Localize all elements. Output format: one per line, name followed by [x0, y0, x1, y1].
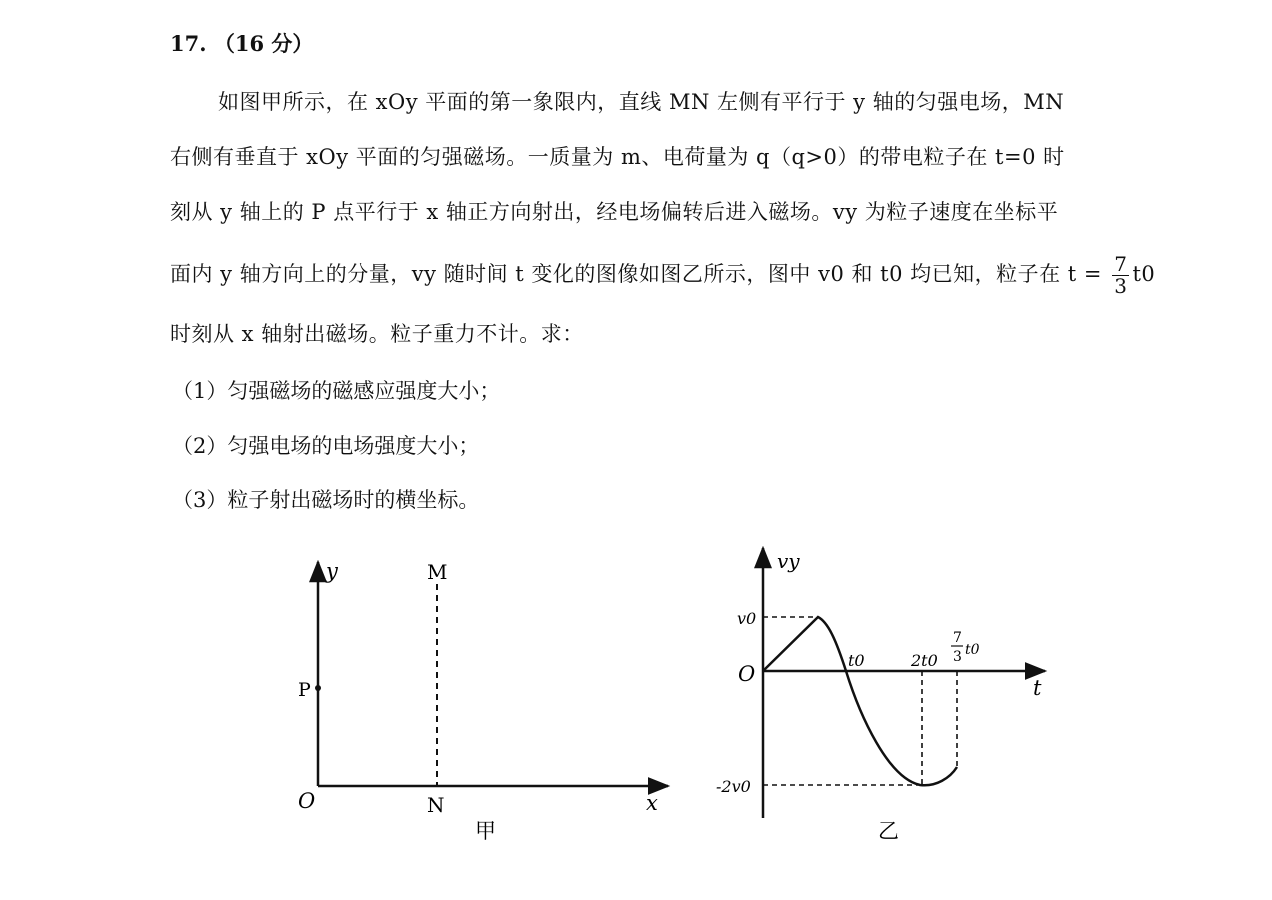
subquestion-2: （2）匀强电场的电场强度大小； — [172, 434, 480, 458]
question-line-4 — [170, 254, 1155, 297]
time-fraction-denominator: 3 — [1114, 274, 1128, 298]
v0-label: v0 — [737, 609, 757, 628]
question-line-4-text: 面内 y 轴方向上的分量，vy 随时间 t 变化的图像如图乙所示，图中 v0 和 t0 均已知，粒子在 t = — [170, 262, 1103, 286]
two-t0-label: 2t0 — [911, 651, 938, 670]
seven-thirds-tail: t0 — [965, 642, 980, 658]
neg2v0-label: -2v0 — [716, 777, 751, 796]
jia-caption: 甲 — [475, 819, 496, 843]
jia-y-label: y — [326, 559, 338, 583]
point-p-label: P — [298, 679, 311, 701]
yi-y-label: vy — [777, 549, 800, 573]
question-line-2: 右侧有垂直于 xOy 平面的匀强磁场。一质量为 m、电荷量为 q（q>0）的带电粒子在 t=0 时 — [170, 145, 1065, 169]
seven-thirds-numerator: 7 — [953, 630, 962, 646]
figure-jia — [270, 550, 690, 870]
jia-origin-label: O — [298, 789, 316, 813]
point-n-label: N — [427, 793, 445, 817]
seven-thirds-denominator: 3 — [953, 649, 962, 665]
figure-yi — [700, 540, 1060, 860]
time-fraction-numerator: 7 — [1114, 252, 1128, 276]
t0-label: t0 — [848, 651, 865, 670]
subquestion-3: （3）粒子射出磁场时的横坐标。 — [172, 488, 480, 512]
point-m-label: M — [427, 560, 448, 584]
question-number: 17. （16 分） — [170, 31, 314, 56]
jia-x-label: x — [646, 791, 658, 815]
yi-caption: 乙 — [878, 819, 899, 843]
question-line-5: 时刻从 x 轴射出磁场。粒子重力不计。求： — [170, 322, 584, 346]
vy-curve — [763, 617, 957, 785]
time-fraction-tail: t0 — [1132, 262, 1156, 286]
subquestion-1: （1）匀强磁场的磁感应强度大小； — [172, 379, 501, 403]
point-p — [315, 685, 321, 691]
time-fraction — [1112, 254, 1129, 297]
question-line-3: 刻从 y 轴上的 P 点平行于 x 轴正方向射出，经电场偏转后进入磁场。vy 为粒子速度在坐标平 — [170, 200, 1059, 224]
yi-origin-label: O — [738, 662, 756, 686]
yi-t-label: t — [1033, 676, 1042, 700]
question-line-1: 如图甲所示，在 xOy 平面的第一象限内，直线 MN 左侧有平行于 y 轴的匀强电场，MN — [218, 90, 1065, 114]
